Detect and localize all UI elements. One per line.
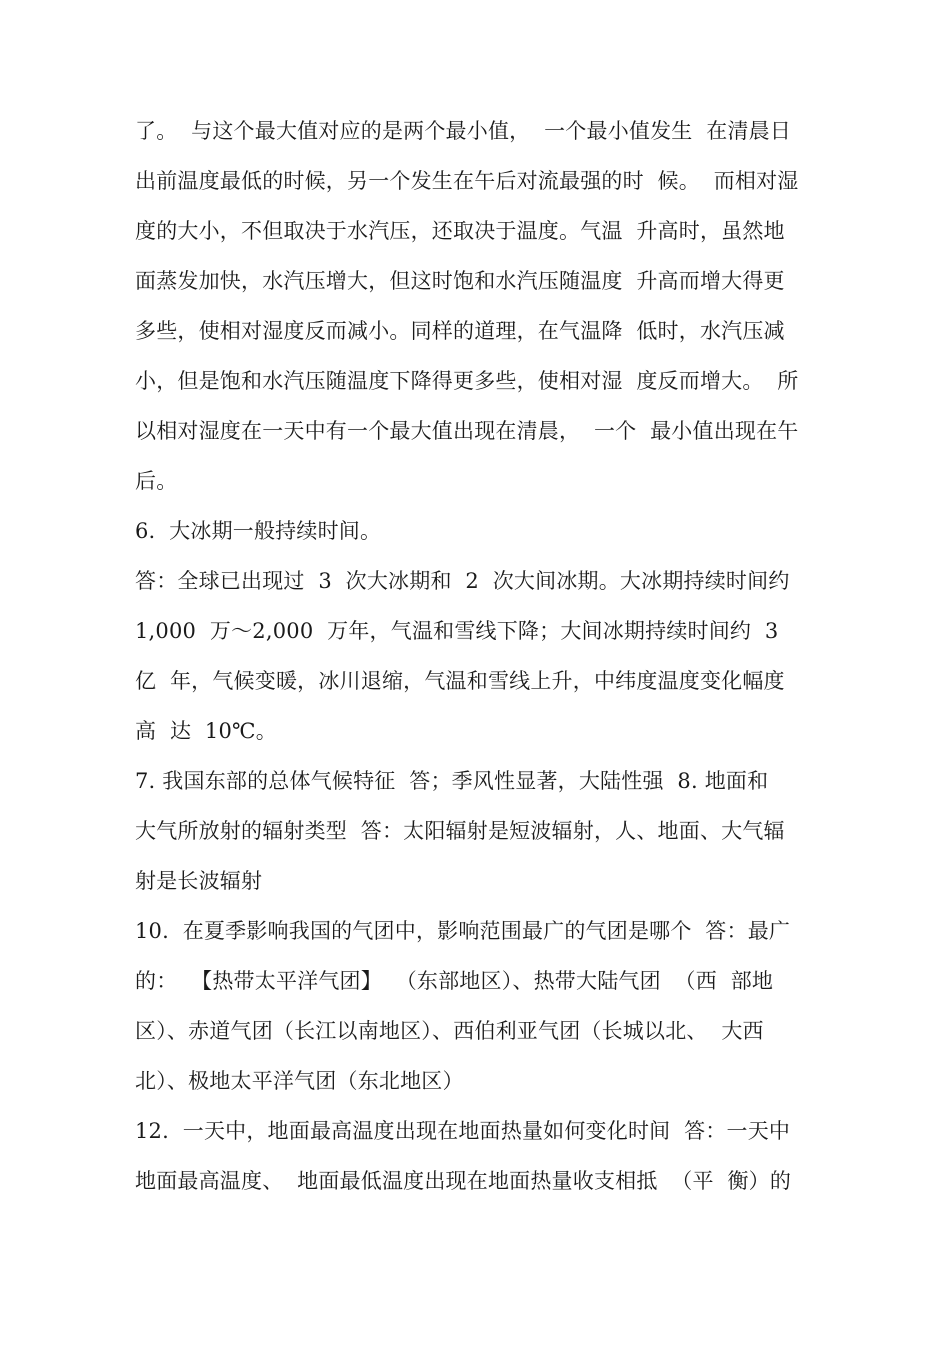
question-7: 7. 我国东部的总体气候特征 答；季风性显著，大陆性强 8. 地面和 [135, 769, 769, 793]
question-10: 10. 在夏季影响我国的气团中，影响范围最广的气团是哪个 答：最广 [135, 919, 791, 943]
text-line: 面蒸发加快，水汽压增大，但这时饱和水汽压随温度 升高而增大得更 [135, 269, 785, 293]
text-line: 的： 【热带太平洋气团】 （东部地区）、热带大陆气团 （西 部地 [135, 969, 774, 993]
text-line: 答：全球已出现过 3 次大冰期和 2 次大间冰期。大冰期持续时间约 [135, 569, 790, 593]
question-12: 12. 一天中，地面最高温度出现在地面热量如何变化时间 答：一天中 [135, 1119, 791, 1143]
text-line: 了。 与这个最大值对应的是两个最小值， 一个最小值发生 在清晨日 [135, 119, 792, 143]
text-line: 多些，使相对湿度反而减小。同样的道理，在气温降 低时，水汽压减 [135, 319, 785, 343]
text-line: 射是长波辐射 [135, 869, 263, 893]
text-line: 北）、极地太平洋气团（东北地区） [135, 1069, 464, 1093]
text-line: 后。 [135, 469, 178, 493]
question-6: 6. 大冰期一般持续时间。 [135, 519, 382, 543]
text-line: 亿 年，气候变暖，冰川退缩，气温和雪线上升，中纬度温度变化幅度 [135, 669, 785, 693]
text-line: 1,000 万～2,000 万年，气温和雪线下降；大间冰期持续时间约 3 [135, 619, 779, 643]
body-text [135, 106, 815, 1206]
text-line: 地面最高温度、 地面最低温度出现在地面热量收支相抵 （平 衡）的 [135, 1169, 792, 1193]
text-line: 大气所放射的辐射类型 答：太阳辐射是短波辐射，人、地面、大气辐 [135, 819, 785, 843]
text-line: 以相对湿度在一天中有一个最大值出现在清晨， 一个 最小值出现在午 [135, 419, 799, 443]
text-line: 高 达 10℃。 [135, 719, 277, 743]
text-line: 区）、赤道气团（长江以南地区）、西伯利亚气团（长城以北、 大西 [135, 1019, 764, 1043]
text-line: 度的大小，不但取决于水汽压，还取决于温度。气温 升高时，虽然地 [135, 219, 785, 243]
text-line: 小，但是饱和水汽压随温度下降得更多些，使相对湿 度反而增大。 所 [135, 369, 799, 393]
text-line: 出前温度最低的时候，另一个发生在午后对流最强的时 候。 而相对湿 [135, 169, 799, 193]
